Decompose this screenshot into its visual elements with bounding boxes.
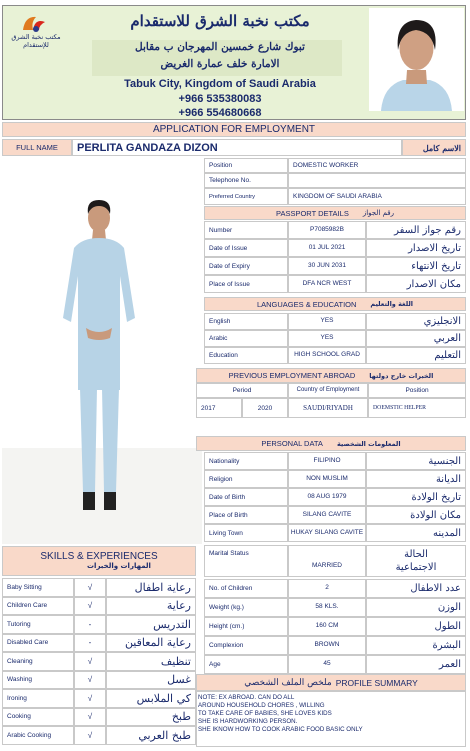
skill-label-ar: طبخ (106, 708, 196, 727)
skills-title: SKILLS & EXPERIENCES (40, 551, 158, 562)
personal-value: HUKAY SILANG CAVITE (288, 524, 366, 542)
employment-from: 2017 (196, 398, 242, 418)
skill-mark: √ (74, 708, 106, 727)
preferred-country-value: KINGDOM OF SAUDI ARABIA (288, 188, 466, 205)
personal-label-ar: الجنسية (366, 452, 466, 470)
personal-title-ar: المعلومات الشخصية (336, 439, 401, 448)
language-value: HIGH SCHOOL GRAD (288, 347, 366, 364)
language-label: Arabic (204, 330, 288, 347)
skill-label: Arabic Cooking (2, 726, 74, 745)
headshot-photo (369, 8, 464, 111)
skill-label: Disabled Care (2, 634, 74, 653)
skill-label: Cleaning (2, 652, 74, 671)
skill-mark: √ (74, 652, 106, 671)
telephone-label: Telephone No. (204, 173, 288, 188)
address-line-1: تبوك شارع خمسين المهرجان ب مقابل (135, 41, 305, 53)
preferred-country-label: Preferred Country (204, 188, 288, 205)
profile-summary-box (196, 691, 466, 747)
position-label: Position (204, 158, 288, 173)
language-label-ar: التعليم (366, 347, 466, 364)
skill-label: Washing (2, 671, 74, 690)
phone-1: +966 535380083 (178, 93, 262, 105)
skill-label-ar: كي الملابس (106, 689, 196, 708)
skill-mark: √ (74, 578, 106, 597)
skill-label-ar: تنظيف (106, 652, 196, 671)
employment-period-header: Period (196, 383, 288, 398)
personal-extra-label-ar: عدد الاطفال (366, 579, 466, 598)
passport-label: Date of Issue (204, 239, 288, 257)
personal-extra-label-ar: العمر (366, 655, 466, 674)
profile-line: SHE IKNOW HOW TO COOK ARABIC FOOD BASIC ONLY (198, 726, 363, 733)
personal-extra-label: Age (204, 655, 288, 674)
skill-label-ar: غسل (106, 671, 196, 690)
personal-extra-label-ar: البشرة (366, 636, 466, 655)
personal-label-ar: مكان الولادة (366, 506, 466, 524)
employment-title: PREVIOUS EMPLOYMENT ABROAD (228, 371, 356, 380)
marital-label-ar (366, 545, 466, 577)
personal-value: NON MUSLIM (288, 470, 366, 488)
employment-title-ar: الخبرات خارج دولتها (369, 371, 434, 380)
language-label-ar: الانجليزي (366, 313, 466, 330)
skill-label: Children Care (2, 597, 74, 616)
skill-mark: √ (74, 671, 106, 690)
profile-line: AROUND HOUSEHOLD CHORES , WILLING (198, 702, 325, 709)
personal-label-ar: تاريخ الولادة (366, 488, 466, 506)
language-value: YES (288, 330, 366, 347)
address-line-2: الامارة خلف عمارة الغريض (160, 58, 280, 70)
skill-label-ar: رعاية اطفال (106, 578, 196, 597)
personal-extra-value: 58 KLS. (288, 598, 366, 617)
language-label: English (204, 313, 288, 330)
personal-label: Religion (204, 470, 288, 488)
profile-title-ar: ملخص الملف الشخصي (244, 677, 332, 688)
employment-position: DOEMSTIC HELPER (368, 398, 466, 418)
marital-label: Marital Status (204, 545, 288, 577)
personal-extra-label: Weight (kg.) (204, 598, 288, 617)
position-value: DOMESTIC WORKER (288, 158, 466, 173)
personal-extra-value: 160 CM (288, 617, 366, 636)
personal-extra-label: Height (cm.) (204, 617, 288, 636)
passport-title-ar: رقم الجواز (362, 209, 394, 217)
personal-value: FILIPINO (288, 452, 366, 470)
passport-label-ar: تاريخ الاصدار (366, 239, 466, 257)
phone-2: +966 554680668 (178, 107, 262, 119)
skill-mark: √ (74, 689, 106, 708)
profile-line: TO TAKE CARE OF BABIES, SHE LOVES KIDS (198, 710, 332, 717)
marital-label-ar-1: الحالة (404, 549, 428, 560)
language-value: YES (288, 313, 366, 330)
personal-label: Place of Birth (204, 506, 288, 524)
skill-label-ar: طبخ العربي (106, 726, 196, 745)
marital-value: MARRIED (288, 545, 366, 577)
logo-text: مكتب نخبة الشرق للإستقدام (11, 33, 61, 49)
passport-label-ar: رقم جواز السفر (366, 221, 466, 239)
marital-label-ar-2: الاجتماعية (395, 562, 437, 573)
skill-label: Cooking (2, 708, 74, 727)
employment-to: 2020 (242, 398, 288, 418)
full-body-photo (2, 158, 202, 544)
full-name-label-ar: الاسم كامل (402, 139, 466, 156)
personal-extra-label-ar: الوزن (366, 598, 466, 617)
skill-label-ar: التدريس (106, 615, 196, 634)
personal-extra-value: 45 (288, 655, 366, 674)
language-label-ar: العربي (366, 330, 466, 347)
languages-title-ar: اللغة والتعليم (370, 300, 414, 308)
language-label: Education (204, 347, 288, 364)
personal-extra-value: 2 (288, 579, 366, 598)
skill-mark: √ (74, 726, 106, 745)
passport-title: PASSPORT DETAILS (276, 208, 349, 218)
skill-label: Ironing (2, 689, 74, 708)
profile-line: NOTE: EX ABROAD. CAN DO ALL (198, 694, 295, 701)
passport-label: Place of Issue (204, 275, 288, 293)
languages-title: LANGUAGES & EDUCATION (256, 299, 357, 309)
office-name: مكتب نخبة الشرق للاستقدام (130, 12, 310, 30)
personal-label-ar: الديانة (366, 470, 466, 488)
employment-position-header: Position (368, 383, 466, 398)
skill-label-ar: رعاية (106, 597, 196, 616)
full-name-value: PERLITA GANDAZA DIZON (72, 139, 402, 156)
personal-value: 08 AUG 1979 (288, 488, 366, 506)
full-name-label: FULL NAME (2, 139, 72, 156)
passport-label: Number (204, 221, 288, 239)
languages-section-header (204, 297, 466, 311)
passport-value: DFA NCR WEST (288, 275, 366, 293)
skill-mark: √ (74, 597, 106, 616)
skills-header (2, 546, 196, 576)
profile-title: PROFILE SUMMARY (335, 677, 418, 688)
profile-line: SHE IS HARDWORKING PERSON. (198, 718, 298, 725)
skill-mark: - (74, 615, 106, 634)
skill-mark: - (74, 634, 106, 653)
personal-value: SILANG CAVITE (288, 506, 366, 524)
personal-extra-label-ar: الطول (366, 617, 466, 636)
employment-country: SAUDI/RIYADH (288, 398, 368, 418)
skills-title-ar: المهارات والخبرات (87, 562, 151, 570)
profile-lines (198, 694, 464, 734)
passport-section-header (204, 206, 466, 220)
form-title: APPLICATION FOR EMPLOYMENT (2, 122, 466, 137)
personal-extra-label: Complexion (204, 636, 288, 655)
personal-label: Nationality (204, 452, 288, 470)
personal-label: Date of Birth (204, 488, 288, 506)
personal-extra-value: BROWN (288, 636, 366, 655)
telephone-value (288, 173, 466, 188)
personal-title: PERSONAL DATA (261, 439, 323, 448)
company-logo (5, 8, 67, 58)
passport-value: P7085982B (288, 221, 366, 239)
passport-value: 30 JUN 2031 (288, 257, 366, 275)
passport-label-ar: مكان الاصدار (366, 275, 466, 293)
passport-label-ar: تاريخ الانتهاء (366, 257, 466, 275)
personal-section-header (196, 436, 466, 451)
skill-label-ar: رعاية المعاقين (106, 634, 196, 653)
personal-label: Living Town (204, 524, 288, 542)
profile-section-header (196, 674, 466, 691)
personal-extra-label: No. of Children (204, 579, 288, 598)
skill-label: Tutoring (2, 615, 74, 634)
city-line: Tabuk City, Kingdom of Saudi Arabia (124, 78, 316, 90)
passport-value: 01 JUL 2021 (288, 239, 366, 257)
personal-label-ar: المدينه (366, 524, 466, 542)
skill-label: Baby Sitting (2, 578, 74, 597)
employment-section-header (196, 368, 466, 383)
employment-country-header: Country of Employment (288, 383, 368, 398)
passport-label: Date of Expiry (204, 257, 288, 275)
